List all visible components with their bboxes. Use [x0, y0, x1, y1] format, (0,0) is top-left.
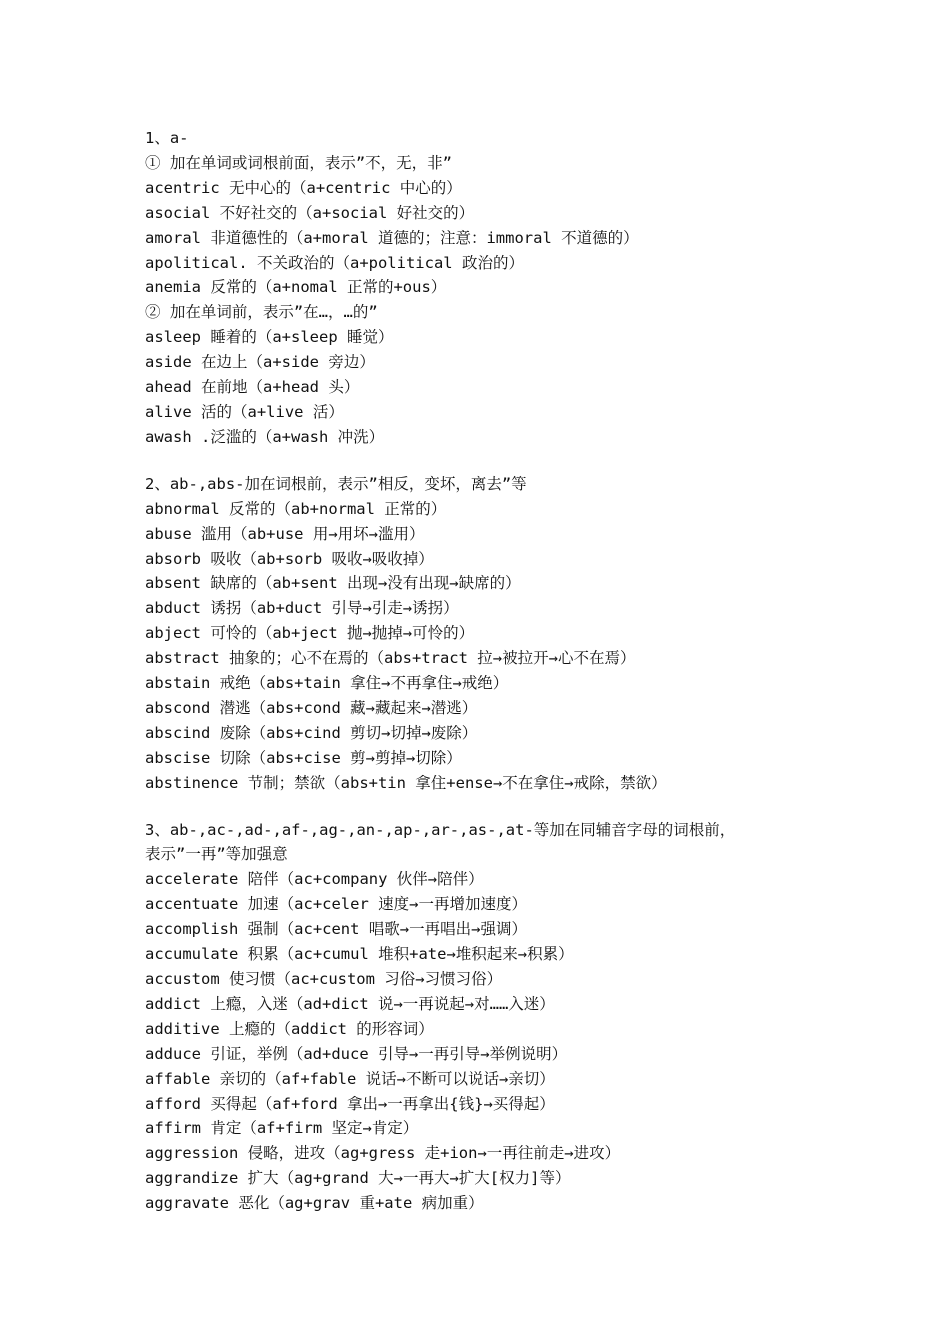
text-line: additive 上瘾的（addict 的形容词） [145, 1019, 434, 1038]
section-heading: 1、a- [145, 129, 189, 147]
section-heading: 3、ab-,ac-,ad-,af-,ag-,an-,ap-,ar-,as-,at-等加在同辅音字母的词根前， [145, 820, 736, 839]
text-line: ① 加在单词或词根前面，表示”不，无，非” [145, 153, 452, 172]
blank-line [145, 796, 925, 818]
text-line: abject 可怜的（ab+ject 抛→抛掉→可怜的） [145, 624, 475, 643]
text-line: affirm 肯定（af+firm 坚定→肯定） [145, 1119, 419, 1138]
text-line: asleep 睡着的（a+sleep 睡觉） [145, 328, 394, 347]
text-line: aggravate 恶化（ag+grav 重+ate 病加重） [145, 1194, 484, 1213]
text-line: ahead 在前地（a+head 头） [145, 378, 360, 397]
text-line: accelerate 陪伴（ac+company 伙伴→陪伴） [145, 870, 484, 889]
text-line: aggression 侵略，进攻（ag+gress 走+ion→一再往前走→进攻） [145, 1144, 621, 1163]
text-line: abstract 抽象的；心不在焉的（abs+tract 拉→被拉开→心不在焉） [145, 649, 636, 668]
document-page [145, 126, 925, 1216]
text-line: aggrandize 扩大（ag+grand 大→一再大→扩大[权力]等） [145, 1169, 571, 1188]
text-line: acentric 无中心的（a+centric 中心的） [145, 178, 462, 197]
text-line: asocial 不好社交的（a+social 好社交的） [145, 203, 475, 222]
text-line: accomplish 强制（ac+cent 唱歌→一再唱出→强调） [145, 920, 527, 939]
text-line: abuse 滥用（ab+use 用→用坏→滥用） [145, 524, 425, 543]
text-line: awash .泛滥的（a+wash 冲洗） [145, 427, 385, 446]
text-line: afford 买得起（af+ford 拿出→一再拿出{钱}→买得起） [145, 1094, 555, 1113]
section-heading: 2、ab-,abs-加在词根前，表示”相反，变坏，离去”等 [145, 474, 527, 493]
text-line: abscise 切除（abs+cise 剪→剪掉→切除） [145, 748, 462, 767]
text-line: abstain 戒绝（abs+tain 拿住→不再拿住→戒绝） [145, 674, 509, 693]
text-line: accustom 使习惯（ac+custom 习俗→习惯习俗） [145, 970, 503, 988]
text-line: abstinence 节制；禁欲（abs+tin 拿住+ense→不在拿住→戒除，禁欲） [145, 773, 667, 792]
text-line: abnormal 反常的（ab+normal 正常的） [145, 499, 447, 518]
text-line: apolitical. 不关政治的（a+political 政治的） [145, 253, 524, 272]
text-line: alive 活的（a+live 活） [145, 402, 344, 421]
text-line: anemia 反常的（a+nomal 正常的+ous） [145, 278, 447, 297]
text-line: ② 加在单词前，表示”在…，…的” [145, 303, 378, 322]
text-line: adduce 引证，举例（ad+duce 引导→一再引导→举例说明） [145, 1044, 568, 1063]
text-line: absent 缺席的（ab+sent 出现→没有出现→缺席的） [145, 574, 521, 593]
text-line: accumulate 积累（ac+cumul 堆积+ate→堆积起来→积累） [145, 945, 574, 964]
text-line: addict 上瘾，入迷（ad+dict 说→一再说起→对……入迷） [145, 994, 555, 1013]
text-line: abduct 诱拐（ab+duct 引导→引走→诱拐） [145, 599, 459, 618]
text-line: abscind 废除（abs+cind 剪切→切掉→废除） [145, 723, 478, 742]
text-line: affable 亲切的（af+fable 说话→不断可以说话→亲切） [145, 1069, 555, 1088]
text-line: amoral 非道德性的（a+moral 道德的；注意：immoral 不道德的） [145, 228, 639, 247]
text-line: aside 在边上（a+side 旁边） [145, 353, 375, 372]
blank-line [145, 450, 925, 472]
text-line: absorb 吸收（ab+sorb 吸收→吸收掉） [145, 549, 434, 568]
text-line: abscond 潜逃（abs+cond 藏→藏起来→潜逃） [145, 698, 478, 717]
section-heading-continued: 表示”一再”等加强意 [145, 845, 288, 864]
text-line: accentuate 加速（ac+celer 速度→一再增加速度） [145, 895, 527, 914]
